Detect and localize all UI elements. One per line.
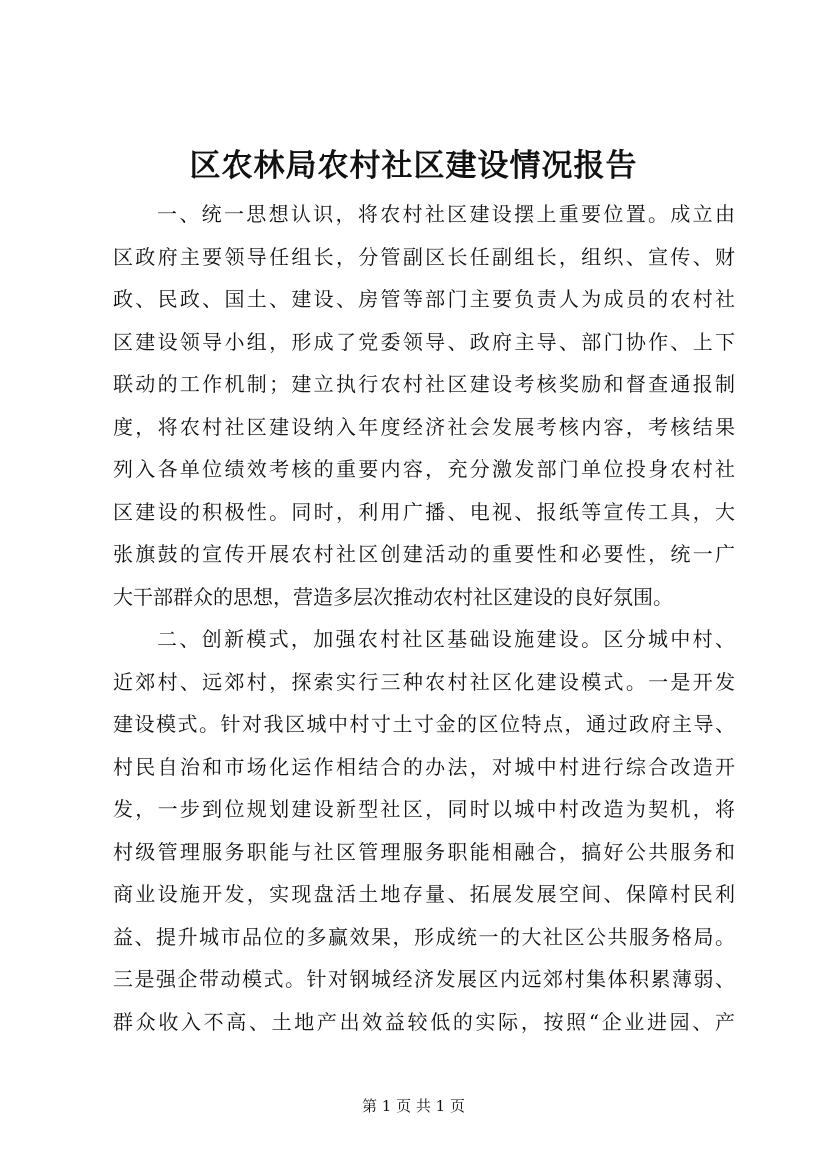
paragraph-1-line: 大干部群众的思想，营造多层次推动农村社区建设的良好氛围。 bbox=[113, 584, 673, 609]
paragraph-1-line: 区政府主要领导任组长，分管副区长任副组长，组织、宣传、财 bbox=[113, 244, 735, 269]
paragraph-2-line: 益、提升城市品位的多赢效果，形成统一的大社区公共服务格局。 bbox=[113, 924, 735, 949]
paragraph-1-line: 政、民政、国土、建设、房管等部门主要负责人为成员的农村社 bbox=[113, 287, 735, 311]
paragraph-2-line: 二、创新模式，加强农村社区基础设施建设。区分城中村、 bbox=[157, 627, 735, 651]
paragraph-2-line: 近郊村、远郊村，探索实行三种农村社区化建设模式。一是开发 bbox=[113, 669, 735, 694]
page-number-footer: 第 1 页 共 1 页 bbox=[362, 1097, 465, 1115]
document-body bbox=[113, 193, 735, 1043]
paragraph-1-line: 区建设领导小组，形成了党委领导、政府主导、部门协作、上下 bbox=[113, 329, 735, 354]
paragraph-2-line: 群众收入不高、土地产出效益较低的实际，按照“企业进园、产 bbox=[113, 1009, 735, 1034]
paragraph-2-line: 商业设施开发，实现盘活土地存量、拓展发展空间、保障村民利 bbox=[113, 882, 735, 906]
paragraph-1-line: 一、统一思想认识，将农村社区建设摆上重要位置。成立由 bbox=[157, 202, 735, 226]
paragraph-1-line: 联动的工作机制；建立执行农村社区建设考核奖励和督查通报制 bbox=[113, 372, 735, 396]
paragraph-1-line: 区建设的积极性。同时，利用广播、电视、报纸等宣传工具，大 bbox=[113, 499, 735, 524]
paragraph-2-line: 发，一步到位规划建设新型社区，同时以城中村改造为契机，将 bbox=[113, 797, 735, 821]
paragraph-1-line: 度，将农村社区建设纳入年度经济社会发展考核内容，考核结果 bbox=[113, 414, 735, 439]
paragraph-2-line: 村民自治和市场化运作相结合的办法，对城中村进行综合改造开 bbox=[113, 754, 735, 779]
document-title: 区农林局农村社区建设情况报告 bbox=[189, 148, 638, 184]
paragraph-2-line: 建设模式。针对我区城中村寸土寸金的区位特点，通过政府主导、 bbox=[113, 712, 735, 736]
paragraph-2-line: 村级管理服务职能与社区管理服务职能相融合，搞好公共服务和 bbox=[113, 839, 735, 864]
paragraph-1-line: 列入各单位绩效考核的重要内容，充分激发部门单位投身农村社 bbox=[113, 457, 735, 481]
paragraph-1-line: 张旗鼓的宣传开展农村社区创建活动的重要性和必要性，统一广 bbox=[113, 542, 735, 566]
paragraph-2-line: 三是强企带动模式。针对钢城经济发展区内远郊村集体积累薄弱、 bbox=[113, 967, 735, 991]
